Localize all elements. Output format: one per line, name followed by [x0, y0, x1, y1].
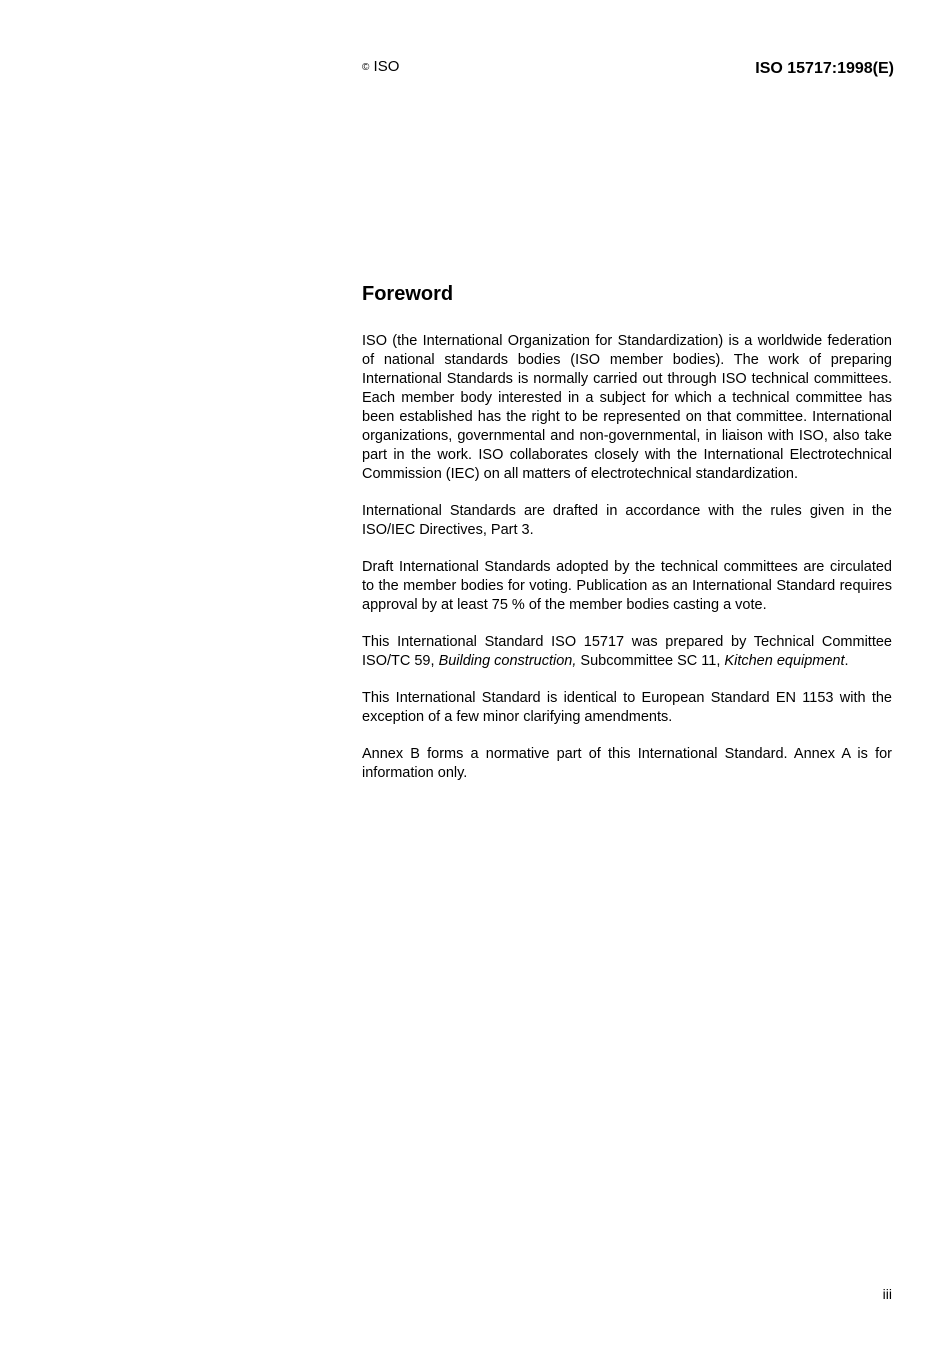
- copyright-header: [362, 58, 399, 77]
- paragraph-drafting-rules: International Standards are drafted in accordance with the rules given in the ISO/IEC Directives, Part 3.: [362, 503, 892, 538]
- copyright-symbol: ©: [362, 62, 370, 73]
- paragraph-voting: Draft International Standards adopted by the technical committees are circulated to the member bodies for voting. Publication as an International Standard requires approval by at least 75 % of the member bodies casting a vote.: [362, 559, 892, 613]
- page-title: Foreword: [362, 283, 454, 305]
- paragraph-equivalence: This International Standard is identical to European Standard EN 1153 with the exception of a few minor clarifying amendments.: [362, 690, 892, 725]
- paragraph-iso-description: ISO (the International Organization for Standardization) is a worldwide federation of national standards bodies (ISO member bodies). The work of preparing International Standards is normally carried out through ISO technical committees. Each member body interested in a subject for which a technical committee has been established has the right to be represented on that committee. International organizations, governmental and non-governmental, in liaison with ISO, also take part in the work. ISO collaborates closely with the International Electrotechnical Commission (IEC) on all matters of electrotechnical standardization.: [362, 333, 892, 482]
- preparation-text-start: This International Standard ISO 15717 was prepared by Technical Committee ISO/TC 59,: [362, 634, 892, 669]
- document-id: ISO 15717:1998(E): [755, 60, 894, 77]
- paragraph-preparation: [362, 633, 892, 671]
- page-number: iii: [882, 1286, 892, 1302]
- committee-name: Building construction,: [438, 653, 577, 669]
- subcommittee-name: Kitchen equipment: [724, 653, 845, 669]
- preparation-text-middle: Subcommittee SC 11,: [576, 653, 725, 669]
- preparation-text-end: .: [844, 653, 849, 669]
- paragraph-annexes: Annex B forms a normative part of this International Standard. Annex A is for information only.: [362, 746, 892, 781]
- copyright-org: ISO: [373, 58, 400, 75]
- foreword-body: [362, 332, 892, 801]
